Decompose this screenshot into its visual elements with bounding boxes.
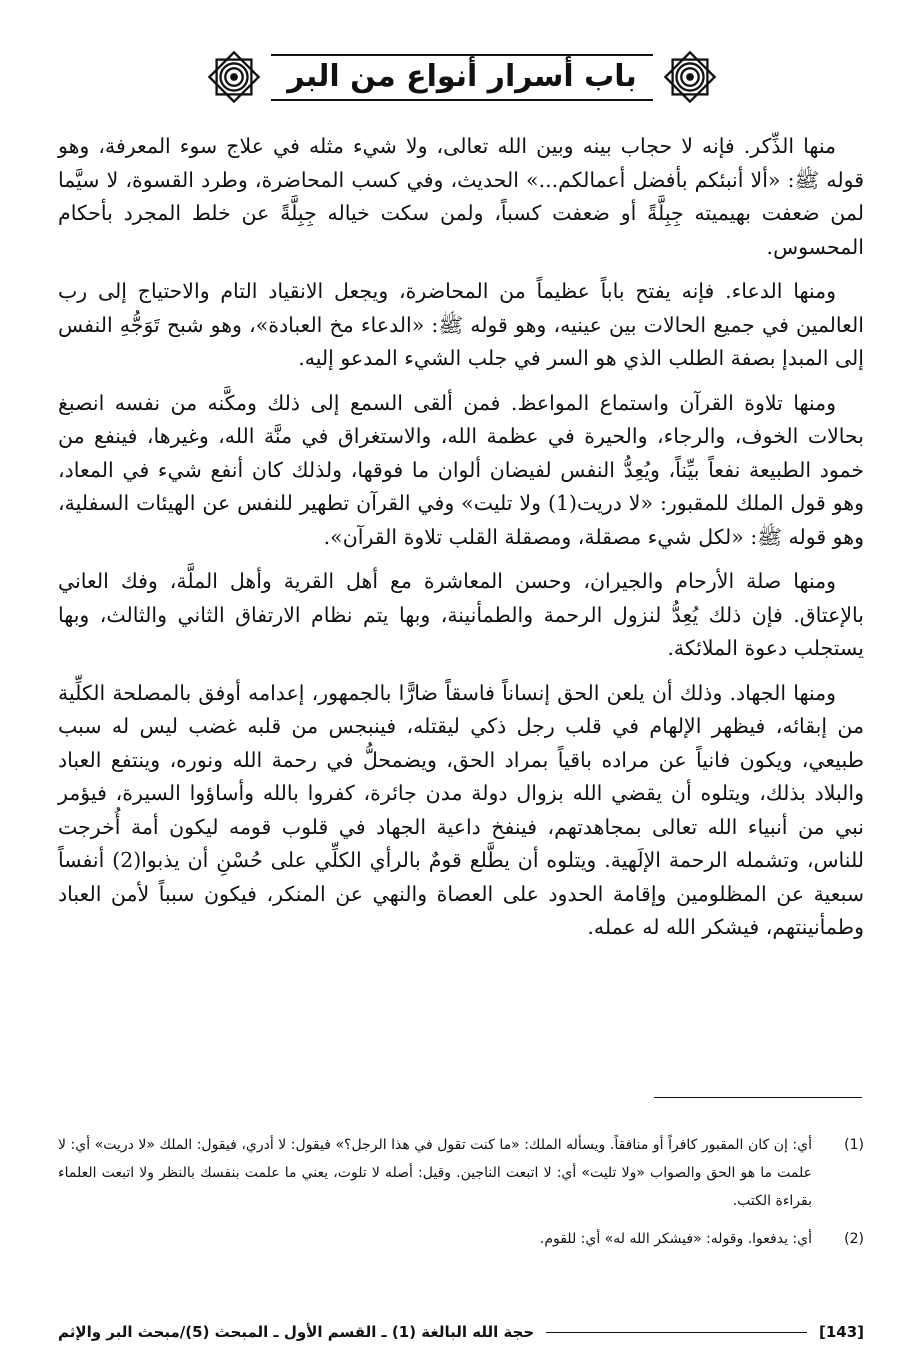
paragraph-kinship: ومنها صلة الأرحام والجيران، وحسن المعاشرة مع أهل القرية وأهل الملَّة، وفك العاني بالإعتاق. فإن ذلك يُعِدُّ لنزول الرحمة والطمأنينة، وبها يتم نظام الارتفاق الثاني والثالث، وبها يستجلب دعوة الملائكة. bbox=[58, 569, 864, 660]
footer-rule bbox=[546, 1332, 807, 1333]
footnote-item bbox=[58, 1225, 864, 1253]
page-footer bbox=[58, 1318, 864, 1346]
footnote-number: (2) bbox=[844, 1231, 864, 1247]
footnote-item bbox=[58, 1131, 864, 1215]
page-number: [143] bbox=[818, 1323, 864, 1341]
ornament-icon bbox=[205, 48, 263, 106]
chapter-header bbox=[0, 42, 924, 112]
paragraph-jihad: ومنها الجهاد. وذلك أن يلعن الحق إنساناً فاسقاً ضارًّا بالجمهور، إعدامه أوفق بالمصلحة الكلِّية من إبقائه، فيظهر الإلهام في قلب رجل ذكي ليقتله، فينبجس من قلبه غضب ليس له سبب طبيعي، ويكون فانياً عن مراده باقياً بمراد الحق، ويضمحلُّ في رحمة الله ونوره، وينتفع العباد والبلاد بذلك، ويتلوه أن يقضي الله بزوال دولة مدن جائرة، كفروا بالله وأساؤوا السيرة، فيؤمر نبي من أنبياء الله تعالى بمجاهدتهم، فينفخ داعية الجهاد في قلوب قومه ليكون أمة أُخرجت للناس، وتشمله الرحمة الإلَهية. ويتلوه أن يطَّلع قومٌ بالرأي الكلِّي على حُسْنِ أن يذبوا(2) أنفساً سبعية عن المظلومين وإقامة الحدود على العصاة والنهي عن المنكر، فيكون سبباً لأمن العباد وطمأنينتهم، فيشكر الله له عمله. bbox=[58, 680, 864, 939]
footnote-number: (1) bbox=[844, 1137, 864, 1153]
footnote-text: أي: يدفعوا. وقوله: «فيشكر الله له» أي: للقوم. bbox=[539, 1231, 812, 1247]
chapter-title: باب أسرار أنواع من البر bbox=[271, 54, 653, 101]
paragraph-dua: ومنها الدعاء. فإنه يفتح باباً عظيماً من المحاضرة، ويجعل الانقياد التام والاحتياج إلى رب العالمين في جميع الحالات بين عينيه، وهو قوله ﷺ: «الدعاء مخ العبادة»، وهو شبح تَوَجُّهِ النفس إلى المبدإ بصفة الطلب الذي هو السر في جلب الشيء المدعو إليه. bbox=[58, 279, 864, 370]
running-title: حجة الله البالغة (1) ـ القسم الأول ـ المبحث (5)/مبحث البر والإثم bbox=[58, 1323, 535, 1341]
paragraph-quran-recitation: ومنها تلاوة القرآن واستماع المواعظ. فمن ألقى السمع إلى ذلك ومكَّنه من نفسه انصبغ بحالات الخوف، والرجاء، والحيرة في عظمة الله، والاستغراق في منَّة الله، وغيرها، فينفع من خمود الطبيعة نفعاً بيِّناً، ويُعِدُّ النفس لفيضان ألوان ما فوقها، ولذلك كان أنفع شيء في المعاد، وهو قول الملك للمقبور: «لا دريت(1) ولا تليت» وفي القرآن تطهير للنفس عن الهيئات السفلية، وهو قوله ﷺ: «لكل شيء مصقلة، ومصقلة القلب تلاوة القرآن». bbox=[58, 390, 864, 549]
body-text bbox=[58, 130, 864, 945]
footnote-text: أي: إن كان المقبور كافراً أو منافقاً. ويسأله الملك: «ما كنت تقول في هذا الرجل؟» فيقول: لا أدري، فيقول: الملك «لا دريت» أي: لا علمت ما هو الحق والصواب «ولا تليت» أي: لا اتبعت الناجين. وقيل: أصله لا تلوت، يعني ما علمت بنفسك بالنظر ولا اتبعت العلماء بقراءة الكتب. bbox=[58, 1137, 812, 1209]
footnote-separator bbox=[654, 1097, 862, 1098]
footnotes bbox=[58, 1131, 864, 1263]
ornament-icon bbox=[661, 48, 719, 106]
paragraph-dhikr: منها الذِّكر. فإنه لا حجاب بينه وبين الله تعالى، ولا شيء مثله في علاج سوء المعرفة، وهو قوله ﷺ: «ألا أنبئكم بأفضل أعمالكم...» الحديث، وفي كسب المحاضرة، وطرد القسوة، لا سيَّما لمن ضعفت بهيميته جِبِلَّةً أو ضعفت كسباً، ولمن سكت خياله جِبِلَّةً عن خلط المجرد بأحكام المحسوس. bbox=[58, 134, 864, 259]
